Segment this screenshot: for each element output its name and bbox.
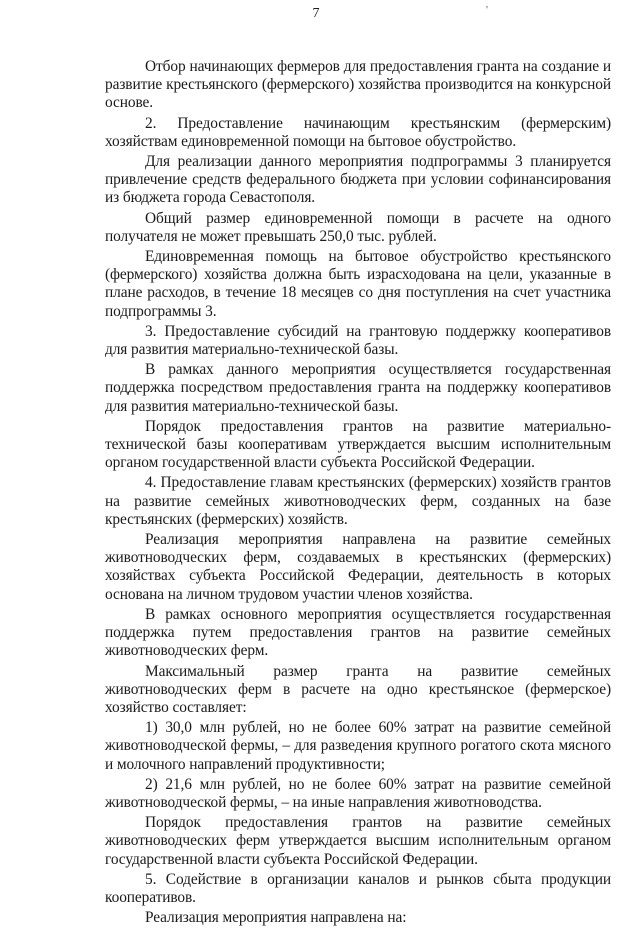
paragraph: Порядок предоставления грантов на развитие материально-технической базы кооперативам утверждается высшим исполнительным органом государственной власти субъекта Российской Федерации. (105, 417, 611, 472)
paragraph: 2. Предоставление начинающим крестьянским (фермерским) хозяйствам единовременной помощи на бытовое обустройство. (105, 114, 611, 150)
paragraph: Единовременная помощь на бытовое обустройство крестьянского (фермерского) хозяйства должна быть израсходована на цели, указанные в плане расходов, в течение 18 месяцев со дня поступления на счет участника подпрограммы 3. (105, 248, 611, 320)
scan-mark: ' (486, 4, 488, 16)
paragraph: Общий размер единовременной помощи в расчете на одного получателя не может превышать 250,0 тыс. рублей. (105, 209, 611, 245)
paragraph: 4. Предоставление главам крестьянских (фермерских) хозяйств грантов на развитие семейных животноводческих ферм, созданных на базе крестьянских (фермерских) хозяйств. (105, 474, 611, 528)
paragraph: Максимальный размер гранта на развитие семейных животноводческих ферм в расчете на одно крестьянское (фермерское) хозяйство составляет: (105, 662, 611, 716)
paragraph: В рамках данного мероприятия осуществляется государственная поддержка посредством предоставления гранта на поддержку кооперативов для развития материально-технической базы. (105, 361, 611, 415)
page-number: 7 (312, 6, 320, 21)
paragraph: Реализация мероприятия направлена на: (145, 909, 407, 927)
paragraph: Для реализации данного мероприятия подпрограммы 3 планируется привлечение средств федерального бюджета при условии софинансирования из бюджета города Севастополя. (105, 153, 611, 207)
document-body (105, 58, 611, 929)
paragraph: 3. Предоставление субсидий на грантовую поддержку кооперативов для развития материально-технической базы. (105, 322, 611, 359)
paragraph: В рамках основного мероприятия осуществляется государственная поддержка путем предоставления грантов на развитие семейных животноводческих ферм. (105, 605, 611, 660)
list-item: 1) 30,0 млн рублей, но не более 60% затрат на развитие семейной животноводческой фермы, – для разведения крупного рогатого скота мясного и молочного направлений продуктивности; (105, 719, 611, 773)
paragraph: Реализация мероприятия направлена на развитие семейных животноводческих ферм, создаваемых в крестьянских (фермерских) хозяйствах субъекта Российской Федерации, деятельность в которых основана на личном трудовом участии членов хозяйства. (105, 531, 611, 603)
paragraph: 5. Содействие в организации каналов и рынков сбыта продукции кооперативов. (105, 870, 611, 906)
paragraph: Отбор начинающих фермеров для предоставления гранта на создание и развитие крестьянского (фермерского) хозяйства производится на конкурсной основе. (105, 58, 611, 112)
paragraph: Порядок предоставления грантов на развитие семейных животноводческих ферм утверждается высшим исполнительным органом государственной власти субъекта Российской Федерации. (105, 814, 611, 868)
list-item: 2) 21,6 млн рублей, но не более 60% затрат на развитие семейной животноводческой фермы, – на иные направления животноводства. (105, 775, 611, 811)
